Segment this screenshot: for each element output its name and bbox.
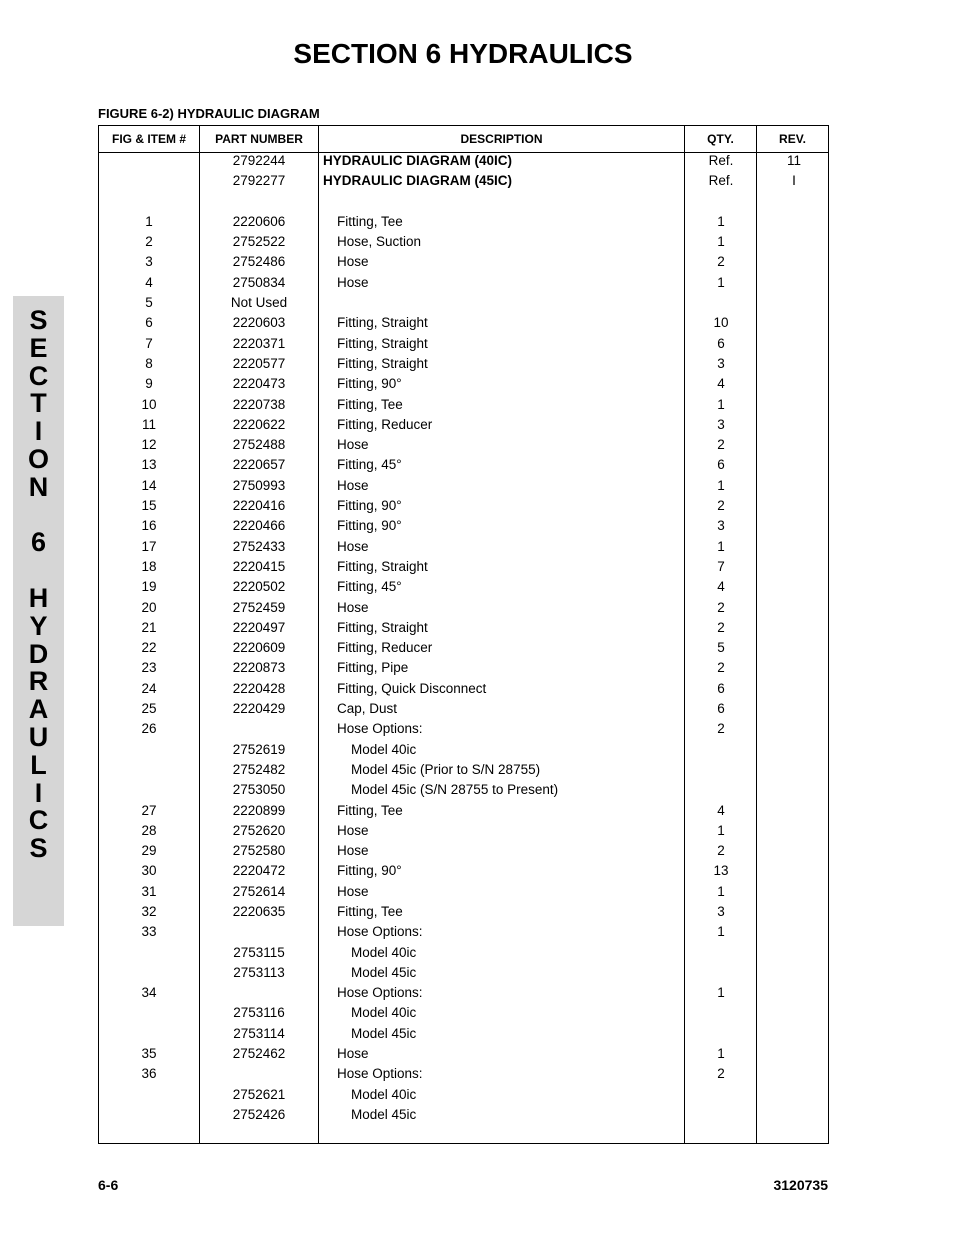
row-qty: Ref.	[708, 153, 734, 168]
side-tab-letter: H	[28, 583, 49, 613]
row-qty: 13	[713, 863, 729, 879]
row-item-number: 13	[141, 457, 157, 473]
row-qty: 6	[717, 680, 725, 696]
side-tab-letter: C	[28, 360, 49, 391]
row-part-number: 2220738	[232, 396, 286, 412]
row-qty: 2	[717, 254, 725, 270]
row-description: Model 45ic	[351, 964, 417, 980]
row-qty: 2	[717, 498, 725, 514]
row-item-number: 36	[141, 1066, 157, 1082]
row-description: Hose	[337, 1046, 369, 1062]
row-qty: 4	[717, 802, 725, 818]
row-item-number: 10	[141, 396, 157, 412]
side-tab-letter: 6	[30, 527, 47, 558]
row-item-number: 8	[145, 355, 153, 371]
row-part-number: 2752620	[232, 822, 286, 838]
table-row	[99, 334, 828, 354]
row-description: Hose	[337, 437, 369, 453]
row-qty: 1	[717, 213, 725, 229]
side-tab-letter: S	[29, 833, 48, 864]
row-description: Model 40ic	[351, 741, 417, 757]
side-tab-letter: C	[28, 805, 49, 836]
row-description: Fitting, Straight	[337, 355, 428, 371]
side-tab-letter: U	[28, 722, 49, 752]
row-qty: 1	[717, 538, 725, 554]
table-row	[99, 435, 828, 455]
row-item-number: 34	[141, 985, 157, 1001]
row-description: Fitting, 90°	[337, 498, 402, 514]
row-description: Fitting, Tee	[337, 396, 403, 412]
row-item-number: 7	[145, 335, 153, 351]
row-description: Fitting, Tee	[337, 802, 403, 818]
row-item-number: 6	[145, 315, 153, 331]
row-part-number: 2220473	[232, 376, 286, 392]
row-part-number: 2753115	[233, 944, 285, 960]
row-item-number: 24	[141, 680, 157, 696]
row-item-number: 21	[141, 619, 157, 635]
row-qty: 1	[717, 396, 725, 412]
row-description: Fitting, 45°	[337, 579, 402, 595]
table-row	[99, 557, 828, 577]
row-part-number: 2220466	[232, 518, 286, 534]
row-part-number: 2220428	[232, 680, 286, 696]
row-item-number: 35	[141, 1046, 157, 1062]
row-part-number: 2220497	[232, 619, 286, 635]
side-tab-letter: E	[29, 332, 48, 363]
table-row	[99, 841, 828, 861]
row-item-number: 20	[141, 599, 157, 615]
row-item-number: 19	[141, 579, 157, 595]
row-description: Hose	[337, 538, 369, 554]
row-item-number: 28	[141, 822, 157, 838]
row-description: Hose	[337, 883, 369, 899]
table-row	[99, 638, 828, 658]
row-part-number: 2753116	[233, 1005, 285, 1021]
header-part-number: PART NUMBER	[215, 132, 303, 146]
row-qty: Ref.	[708, 173, 734, 189]
table-row	[99, 232, 828, 252]
row-qty: 2	[717, 1066, 725, 1082]
row-qty: 7	[717, 558, 725, 574]
table-row	[99, 760, 828, 780]
table-row	[99, 821, 828, 841]
row-qty: 4	[717, 579, 725, 595]
table-row	[99, 151, 828, 171]
section-side-tab	[13, 296, 64, 926]
row-part-number: 2220622	[232, 416, 286, 432]
table-row	[99, 354, 828, 374]
row-item-number: 27	[141, 802, 157, 818]
row-part-number: 2753114	[233, 1025, 285, 1041]
row-qty: 1	[717, 234, 725, 250]
table-row	[99, 618, 828, 638]
side-tab-letter: I	[34, 416, 43, 447]
side-tab-letter: A	[28, 694, 49, 725]
table-row	[99, 395, 828, 415]
row-qty: 6	[717, 457, 725, 473]
side-tab-letter: L	[30, 749, 47, 780]
side-tab-letter: R	[28, 666, 49, 697]
table-row	[99, 212, 828, 232]
row-part-number: 2752486	[232, 254, 286, 270]
row-qty: 2	[717, 437, 725, 453]
row-description: Hose Options:	[337, 1066, 423, 1082]
row-item-number: 4	[145, 274, 153, 290]
row-qty: 3	[717, 355, 725, 371]
header-item: FIG & ITEM #	[111, 132, 186, 146]
side-tab-letter: S	[29, 305, 48, 335]
table-row	[99, 455, 828, 475]
row-part-number: 2752522	[232, 234, 286, 250]
row-part-number: 2752433	[232, 538, 286, 554]
row-part-number: Not Used	[230, 295, 288, 311]
header-qty: QTY.	[707, 132, 734, 146]
row-part-number: 2752580	[232, 843, 286, 859]
row-part-number: 2220609	[232, 640, 286, 656]
side-tab-letter: D	[28, 638, 49, 669]
table-row	[99, 658, 828, 678]
table-row	[99, 273, 828, 293]
row-item-number: 14	[141, 477, 157, 493]
table-row	[99, 1024, 828, 1044]
row-item-number: 30	[141, 863, 157, 879]
row-item-number: 25	[141, 701, 157, 717]
row-part-number: 2753050	[232, 782, 286, 798]
table-row	[99, 1003, 828, 1023]
side-tab-letter: I	[34, 777, 43, 808]
row-part-number: 2220635	[232, 903, 286, 919]
row-qty: 1	[717, 924, 725, 940]
table-row	[99, 902, 828, 922]
row-part-number: 2220415	[232, 558, 286, 574]
row-qty: 1	[717, 274, 725, 290]
row-description: Fitting, Straight	[337, 619, 428, 635]
row-qty: 1	[717, 985, 725, 1001]
row-item-number: 3	[145, 254, 153, 270]
row-item-number: 15	[141, 498, 157, 514]
row-part-number: 2752426	[232, 1106, 286, 1122]
row-qty: 3	[717, 416, 725, 432]
table-row	[99, 740, 828, 760]
row-qty: 2	[717, 599, 725, 615]
table-row	[99, 1064, 828, 1084]
row-part-number: 2220577	[232, 355, 286, 371]
table-body	[99, 151, 828, 1125]
row-item-number: 11	[141, 416, 156, 432]
row-part-number: 2220502	[232, 579, 286, 595]
row-part-number: 2792244	[232, 153, 286, 168]
row-description: Fitting, Quick Disconnect	[337, 680, 487, 696]
row-description: Hose	[337, 843, 369, 859]
row-item-number: 22	[141, 640, 157, 656]
row-description: Hose	[337, 822, 369, 838]
row-qty: 2	[717, 660, 725, 676]
row-qty: 6	[717, 701, 725, 717]
header-description: DESCRIPTION	[460, 132, 543, 146]
row-qty: 2	[717, 721, 725, 737]
row-part-number: 2220657	[232, 457, 286, 473]
figure-title: FIGURE 6-2) HYDRAULIC DIAGRAM	[98, 106, 320, 121]
table-row	[99, 476, 828, 496]
row-item-number: 18	[141, 558, 157, 574]
table-row	[99, 882, 828, 902]
side-tab-letter: T	[30, 388, 47, 419]
row-qty: 5	[717, 640, 725, 656]
side-tab-letter: N	[28, 471, 49, 502]
row-qty: 2	[717, 843, 725, 859]
table-row	[99, 1105, 828, 1125]
row-qty: 1	[717, 883, 725, 899]
table-row	[99, 943, 828, 963]
row-part-number: 2220371	[232, 335, 286, 351]
row-description: Fitting, Straight	[337, 558, 428, 574]
table-row	[99, 861, 828, 881]
side-tab-letter: O	[27, 444, 49, 474]
table-row	[99, 679, 828, 699]
row-description: Model 40ic	[351, 1086, 417, 1102]
row-part-number: 2752459	[232, 599, 286, 615]
row-item-number: 5	[145, 295, 153, 311]
row-item-number: 2	[145, 234, 153, 250]
page-title: SECTION 6 HYDRAULICS	[293, 38, 633, 69]
side-tab-letter: Y	[29, 610, 48, 641]
row-part-number: 2753113	[233, 964, 285, 980]
row-description: Model 40ic	[351, 1005, 417, 1021]
table-row	[99, 780, 828, 800]
row-item-number: 1	[145, 213, 153, 229]
row-part-number: 2792277	[232, 173, 286, 189]
row-qty: 6	[717, 335, 725, 351]
table-row	[99, 699, 828, 719]
row-description: Model 45ic (S/N 28755 to Present)	[351, 782, 559, 798]
row-qty: 10	[713, 315, 729, 331]
row-description: Model 40ic	[351, 944, 417, 960]
row-description: Fitting, 90°	[337, 518, 402, 534]
row-description: HYDRAULIC DIAGRAM (45IC)	[323, 173, 512, 189]
row-description: Fitting, Straight	[337, 315, 428, 331]
row-description: Fitting, 90°	[337, 376, 402, 392]
row-item-number: 17	[141, 538, 157, 554]
row-description: Fitting, Reducer	[337, 416, 433, 432]
row-description: Hose Options:	[337, 721, 423, 737]
row-part-number: 2752619	[232, 741, 286, 757]
row-description: Fitting, 45°	[337, 457, 402, 473]
table-row	[99, 1044, 828, 1064]
table-row	[99, 1085, 828, 1105]
row-description: Hose	[337, 274, 369, 290]
table-row	[99, 719, 828, 739]
row-part-number: 2752462	[232, 1046, 286, 1062]
row-description: Model 45ic	[351, 1106, 417, 1122]
table-row	[99, 537, 828, 557]
row-part-number: 2220603	[232, 315, 286, 331]
row-item-number: 16	[141, 518, 157, 534]
row-part-number: 2220606	[232, 213, 286, 229]
row-description: Fitting, 90°	[337, 863, 402, 879]
row-item-number: 26	[141, 721, 157, 737]
table-row	[99, 496, 828, 516]
row-part-number: 2752614	[232, 883, 286, 899]
row-description: Hose, Suction	[337, 234, 422, 250]
row-qty: 3	[717, 518, 725, 534]
document-number: 3120735	[773, 1177, 828, 1193]
row-part-number: 2750993	[232, 477, 286, 493]
table-row	[99, 313, 828, 333]
row-qty: 3	[717, 903, 725, 919]
row-description: Fitting, Reducer	[337, 640, 433, 656]
row-qty: 1	[717, 822, 725, 838]
row-part-number: 2752488	[232, 437, 286, 453]
row-rev: I	[792, 173, 796, 189]
row-item-number: 31	[141, 883, 157, 899]
row-part-number: 2752482	[232, 761, 286, 777]
table-row	[99, 983, 828, 1003]
row-qty: 4	[717, 376, 725, 392]
row-qty: 1	[717, 477, 725, 493]
row-qty: 2	[717, 619, 725, 635]
row-description: Model 45ic (Prior to S/N 28755)	[351, 761, 541, 777]
row-part-number: 2752621	[232, 1086, 286, 1102]
table-row	[99, 922, 828, 942]
row-item-number: 12	[141, 437, 157, 453]
table-row	[99, 293, 828, 313]
row-item-number: 9	[145, 376, 153, 392]
row-part-number: 2220873	[232, 660, 286, 676]
row-item-number: 32	[141, 903, 157, 919]
row-rev: 11	[786, 153, 801, 168]
table-row	[99, 192, 828, 212]
row-description: Hose Options:	[337, 924, 423, 940]
row-item-number: 29	[141, 843, 157, 859]
row-part-number: 2220429	[232, 701, 286, 717]
header-rev: REV.	[779, 132, 806, 146]
row-item-number: 33	[141, 924, 157, 940]
table-row	[99, 252, 828, 272]
row-description: Fitting, Tee	[337, 903, 403, 919]
row-item-number: 23	[141, 660, 157, 676]
table-row	[99, 171, 828, 191]
row-description: Hose	[337, 599, 369, 615]
row-description: Hose Options:	[337, 985, 423, 1001]
row-description: Cap, Dust	[337, 701, 398, 717]
row-description: Fitting, Pipe	[337, 660, 409, 676]
table-row	[99, 516, 828, 536]
table-row	[99, 374, 828, 394]
table-row	[99, 801, 828, 821]
row-description: Hose	[337, 477, 369, 493]
table-row	[99, 577, 828, 597]
row-part-number: 2220472	[232, 863, 286, 879]
row-description: Model 45ic	[351, 1025, 417, 1041]
row-description: Hose	[337, 254, 369, 270]
parts-table	[98, 125, 829, 1144]
row-part-number: 2220899	[232, 802, 286, 818]
row-description: Fitting, Straight	[337, 335, 428, 351]
row-description: HYDRAULIC DIAGRAM (40IC)	[323, 153, 512, 168]
row-qty: 1	[717, 1046, 725, 1062]
page-number: 6-6	[98, 1177, 119, 1193]
table-row	[99, 415, 828, 435]
table-row	[99, 598, 828, 618]
row-part-number: 2750834	[232, 274, 286, 290]
table-row	[99, 963, 828, 983]
row-part-number: 2220416	[232, 498, 286, 514]
row-description: Fitting, Tee	[337, 213, 403, 229]
